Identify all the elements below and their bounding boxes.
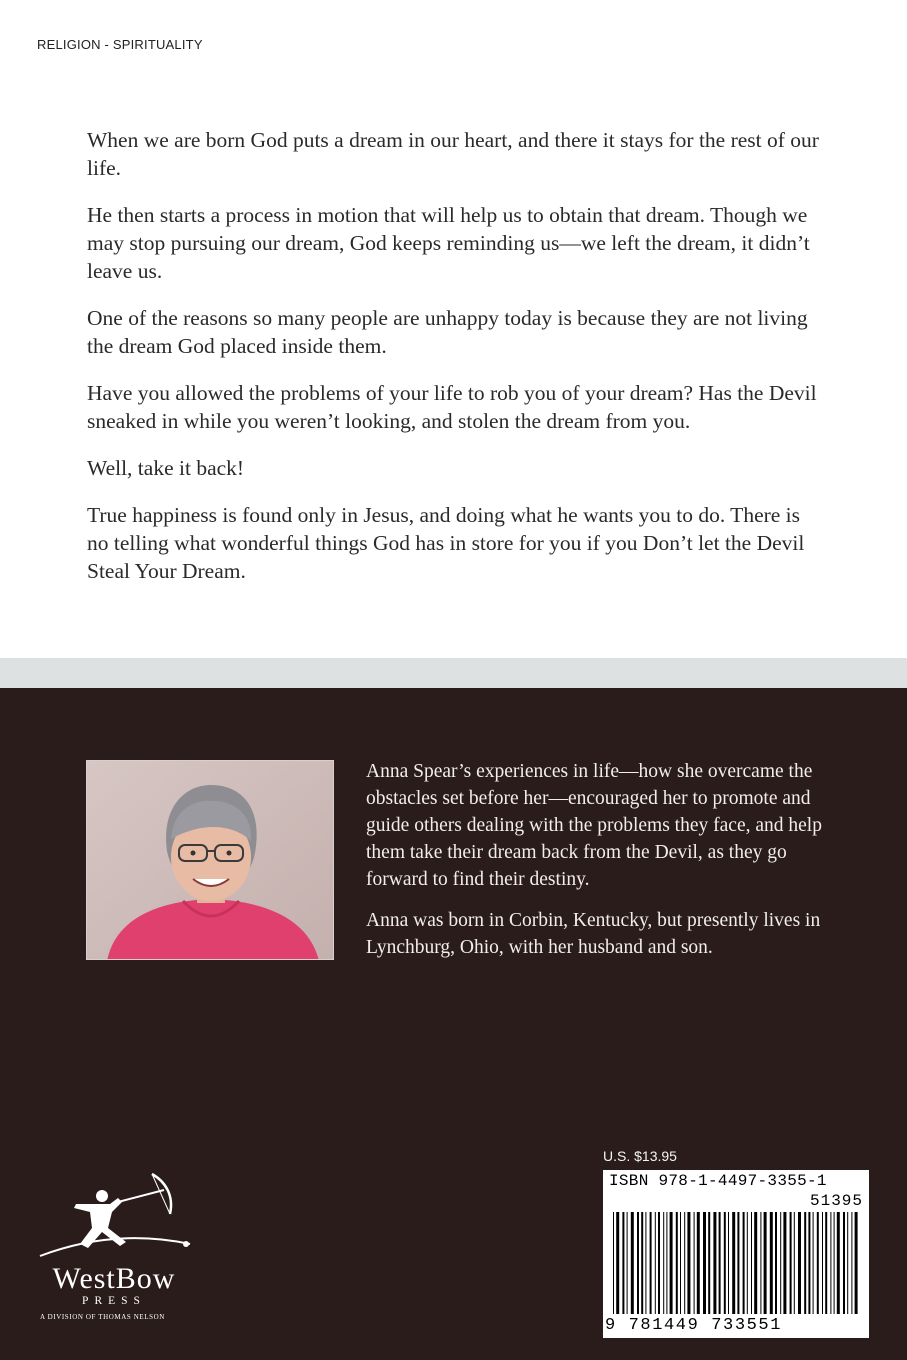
barcode-bar xyxy=(747,1212,748,1314)
barcode-bar xyxy=(843,1212,845,1314)
barcode-bar xyxy=(775,1212,777,1314)
barcode-bar xyxy=(783,1212,786,1314)
blurb-paragraph: When we are born God puts a dream in our heart, and there it stays for the rest of our life. xyxy=(87,128,819,180)
publisher-name: WestBow xyxy=(52,1262,176,1295)
barcode-bar xyxy=(627,1212,628,1314)
barcode-bar xyxy=(719,1212,721,1314)
barcode-bar xyxy=(732,1212,735,1314)
barcode-bar xyxy=(684,1212,685,1314)
barcode-bar xyxy=(855,1212,858,1314)
publisher-logo xyxy=(34,1168,204,1328)
barcode-bar xyxy=(847,1212,848,1314)
barcode-bar xyxy=(713,1212,716,1314)
barcode-bar xyxy=(808,1212,810,1314)
blurb-paragraph: He then starts a process in motion that will help us to obtain that dream. Though we may stop pursuing our dream, God keeps reminding us—we left the dream, it didn’t leave us. xyxy=(87,203,810,283)
barcode-bar xyxy=(645,1212,646,1314)
barcode-bar xyxy=(751,1212,752,1314)
barcode-bar xyxy=(737,1212,739,1314)
barcode-bar xyxy=(637,1212,639,1314)
publisher-press: PRESS xyxy=(82,1295,146,1307)
divider-band xyxy=(0,658,907,688)
barcode-bar xyxy=(708,1212,710,1314)
barcode-bar xyxy=(694,1212,695,1314)
barcode-bar xyxy=(728,1212,729,1314)
barcode-bar xyxy=(804,1212,806,1314)
barcode-bar xyxy=(794,1212,795,1314)
barcode-bar xyxy=(780,1212,781,1314)
barcode-bar xyxy=(703,1212,706,1314)
barcode-bar xyxy=(680,1212,681,1314)
barcode-bar xyxy=(830,1212,831,1314)
barcode-bar xyxy=(613,1212,614,1314)
blurb-paragraph: Have you allowed the problems of your life to rob you of your dream? Has the Devil sneaked in while you weren’t looking, and stolen the dream from you. xyxy=(87,381,817,433)
barcode-bar xyxy=(616,1212,619,1314)
barcode-bar xyxy=(666,1212,667,1314)
barcode-bar xyxy=(724,1212,726,1314)
barcode-bar xyxy=(798,1212,801,1314)
barcode-bar xyxy=(697,1212,700,1314)
barcode-bar xyxy=(650,1212,652,1314)
barcode-bars xyxy=(609,1212,865,1314)
barcode-bar xyxy=(641,1212,643,1314)
barcode-bar xyxy=(837,1212,840,1314)
barcode-bar xyxy=(754,1212,757,1314)
blurb-paragraph: Well, take it back! xyxy=(87,456,245,480)
barcode-bar xyxy=(813,1212,814,1314)
publisher-division: A DIVISION OF THOMAS NELSON xyxy=(40,1313,165,1321)
barcode-bar xyxy=(817,1212,819,1314)
bio-paragraph: Anna Spear’s experiences in life—how she overcame the obstacles set before her—encouraged her to promote and guide others dealing with the problems they face, and help them take their dream back from the Devil, as they go forward to find their destiny. xyxy=(366,761,822,890)
author-bio xyxy=(366,758,846,975)
barcode-bar xyxy=(770,1212,773,1314)
blurb-text xyxy=(87,126,822,604)
barcode-bar xyxy=(658,1212,660,1314)
barcode-bar xyxy=(764,1212,767,1314)
barcode-bar xyxy=(851,1212,852,1314)
bio-paragraph: Anna was born in Corbin, Kentucky, but presently lives in Lynchburg, Ohio, with her husband and son. xyxy=(366,910,821,958)
barcode xyxy=(603,1170,869,1338)
barcode-bar xyxy=(834,1212,835,1314)
barcode-bar xyxy=(687,1212,690,1314)
barcode-bar xyxy=(790,1212,792,1314)
barcode-bar xyxy=(743,1212,745,1314)
barcode-bar xyxy=(760,1212,761,1314)
barcode-bar xyxy=(655,1212,656,1314)
price-label: U.S. $13.95 xyxy=(603,1148,677,1164)
author-photo xyxy=(86,760,334,960)
barcode-bar xyxy=(822,1212,823,1314)
archer-icon xyxy=(34,1168,204,1264)
barcode-bar xyxy=(825,1212,827,1314)
barcode-addon-number: 51395 xyxy=(809,1192,863,1210)
blurb-paragraph: True happiness is found only in Jesus, and doing what he wants you to do. There is no telling what wonderful things God has in store for you if you Don’t let the Devil Steal Your Dream. xyxy=(87,503,805,583)
barcode-bar xyxy=(676,1212,678,1314)
blurb-paragraph: One of the reasons so many people are unhappy today is because they are not living the dream God placed inside them. xyxy=(87,306,808,358)
isbn-number: ISBN 978-1-4497-3355-1 xyxy=(609,1172,827,1190)
ean-number: 9 781449 733551 xyxy=(605,1316,783,1335)
barcode-bar xyxy=(663,1212,664,1314)
category-label: RELIGION - SPIRITUALITY xyxy=(37,37,203,52)
barcode-bar xyxy=(670,1212,673,1314)
barcode-bar xyxy=(631,1212,634,1314)
barcode-bar xyxy=(622,1212,624,1314)
